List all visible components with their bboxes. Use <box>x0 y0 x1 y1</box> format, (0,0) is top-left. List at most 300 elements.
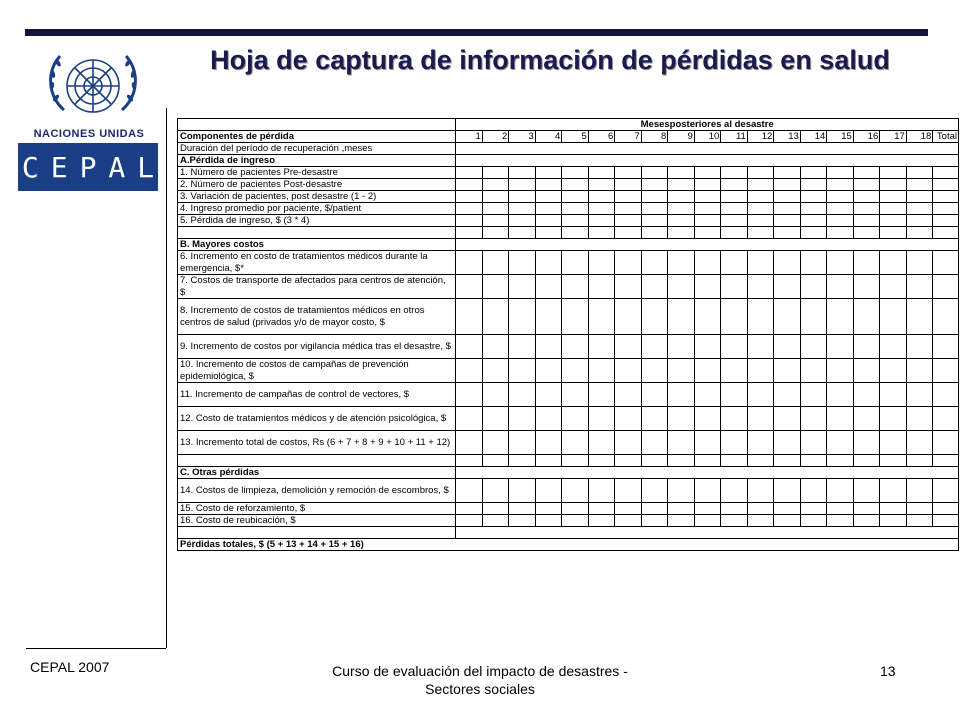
entry-cell <box>774 479 801 503</box>
entry-cell <box>641 191 668 203</box>
entry-cell <box>853 191 880 203</box>
row-label: 13. Incremento total de costos, Rs (6 + 7 + 8 + 9 + 10 + 11 + 12) <box>178 431 456 455</box>
entry-cell <box>615 431 642 455</box>
spacer-row <box>178 527 959 539</box>
entry-cell <box>853 479 880 503</box>
entry-cell <box>668 191 695 203</box>
blank-cell <box>178 527 456 539</box>
month-number: 10 <box>694 131 721 143</box>
entry-cell <box>615 167 642 179</box>
entry-cell <box>482 179 509 191</box>
entry-cell <box>800 515 827 527</box>
entry-cell <box>668 203 695 215</box>
entry-cell <box>588 455 615 467</box>
entry-cell <box>827 479 854 503</box>
entry-cell <box>641 179 668 191</box>
entry-cell <box>774 179 801 191</box>
entry-cell <box>694 407 721 431</box>
entry-cell <box>456 383 483 407</box>
entry-cell <box>906 227 933 239</box>
month-number: 12 <box>747 131 774 143</box>
entry-cell <box>588 407 615 431</box>
entry-cell <box>588 251 615 275</box>
month-number: 16 <box>853 131 880 143</box>
entry-cell <box>694 335 721 359</box>
entry-cell <box>694 431 721 455</box>
entry-cell <box>827 251 854 275</box>
data-row <box>178 299 959 335</box>
entry-cell <box>800 191 827 203</box>
entry-cell <box>721 515 748 527</box>
entry-cell <box>827 215 854 227</box>
cepal-acronym: CEPAL <box>21 150 167 184</box>
entry-cell <box>906 179 933 191</box>
month-number: 11 <box>721 131 748 143</box>
totals-label: Pérdidas totales, $ (5 + 13 + 14 + 15 + 16) <box>178 539 959 551</box>
entry-cell <box>562 455 589 467</box>
blank-cell <box>456 467 959 479</box>
entry-cell <box>880 359 907 383</box>
entry-cell <box>482 383 509 407</box>
entry-cell <box>933 479 959 503</box>
entry-cell <box>482 167 509 179</box>
entry-cell <box>800 215 827 227</box>
row-label: 9. Incremento de costos por vigilancia médica tras el desastre, $ <box>178 335 456 359</box>
entry-cell <box>747 335 774 359</box>
entry-cell <box>615 299 642 335</box>
section-c-label: C. Otras pérdidas <box>178 467 456 479</box>
entry-cell <box>668 407 695 431</box>
entry-cell <box>562 191 589 203</box>
entry-cell <box>509 515 536 527</box>
bottom-divider <box>26 648 166 649</box>
entry-cell <box>641 275 668 299</box>
entry-cell <box>774 167 801 179</box>
entry-cell <box>482 299 509 335</box>
entry-cell <box>482 479 509 503</box>
entry-cell <box>641 383 668 407</box>
data-row <box>178 503 959 515</box>
entry-cell <box>906 191 933 203</box>
entry-cell <box>588 383 615 407</box>
entry-cell <box>641 251 668 275</box>
entry-cell <box>721 299 748 335</box>
entry-cell <box>800 359 827 383</box>
entry-cell <box>482 227 509 239</box>
data-row <box>178 407 959 431</box>
entry-cell <box>880 215 907 227</box>
entry-cell <box>853 359 880 383</box>
entry-cell <box>615 179 642 191</box>
month-number: 7 <box>615 131 642 143</box>
entry-cell <box>853 203 880 215</box>
entry-cell <box>509 179 536 191</box>
entry-cell <box>827 167 854 179</box>
blank-cell <box>456 527 959 539</box>
entry-cell <box>641 335 668 359</box>
entry-cell <box>535 431 562 455</box>
components-header: Componentes de pérdida <box>178 131 456 143</box>
entry-cell <box>615 503 642 515</box>
entry-cell <box>853 407 880 431</box>
entry-cell <box>906 479 933 503</box>
entry-cell <box>853 335 880 359</box>
entry-cell <box>906 455 933 467</box>
row-label: 14. Costos de limpieza, demolición y remoción de escombros, $ <box>178 479 456 503</box>
entry-cell <box>456 335 483 359</box>
entry-cell <box>933 251 959 275</box>
entry-cell <box>906 407 933 431</box>
entry-cell <box>456 407 483 431</box>
entry-cell <box>853 251 880 275</box>
blank-cell <box>178 455 456 467</box>
entry-cell <box>933 335 959 359</box>
entry-cell <box>800 503 827 515</box>
entry-cell <box>906 383 933 407</box>
row-label: 3. Variación de pacientes, post desastre (1 - 2) <box>178 191 456 203</box>
entry-cell <box>615 515 642 527</box>
entry-cell <box>482 215 509 227</box>
row-label: 1. Número de pacientes Pre-desastre <box>178 167 456 179</box>
entry-cell <box>827 191 854 203</box>
month-number: 6 <box>588 131 615 143</box>
entry-cell <box>588 179 615 191</box>
entry-cell <box>827 431 854 455</box>
entry-cell <box>747 251 774 275</box>
entry-cell <box>774 359 801 383</box>
entry-cell <box>774 431 801 455</box>
entry-cell <box>562 335 589 359</box>
entry-cell <box>694 275 721 299</box>
entry-cell <box>509 407 536 431</box>
entry-cell <box>509 215 536 227</box>
entry-cell <box>880 479 907 503</box>
entry-cell <box>641 431 668 455</box>
entry-cell <box>747 215 774 227</box>
entry-cell <box>747 515 774 527</box>
entry-cell <box>615 455 642 467</box>
row-label: 7. Costos de transporte de afectados para centros de atención, $ <box>178 275 456 299</box>
entry-cell <box>800 299 827 335</box>
entry-cell <box>509 359 536 383</box>
entry-cell <box>800 383 827 407</box>
entry-cell <box>774 335 801 359</box>
blank-cell <box>456 155 959 167</box>
data-row <box>178 215 959 227</box>
entry-cell <box>933 227 959 239</box>
entry-cell <box>933 215 959 227</box>
entry-cell <box>933 179 959 191</box>
entry-cell <box>509 275 536 299</box>
row-label: 10. Incremento de costos de campañas de prevención epidemiológica, $ <box>178 359 456 383</box>
entry-cell <box>535 455 562 467</box>
entry-cell <box>906 299 933 335</box>
entry-cell <box>668 359 695 383</box>
month-number: 17 <box>880 131 907 143</box>
entry-cell <box>880 383 907 407</box>
entry-cell <box>827 359 854 383</box>
entry-cell <box>588 359 615 383</box>
entry-cell <box>906 359 933 383</box>
entry-cell <box>668 215 695 227</box>
entry-cell <box>880 227 907 239</box>
entry-cell <box>721 407 748 431</box>
entry-cell <box>668 299 695 335</box>
entry-cell <box>747 431 774 455</box>
entry-cell <box>641 515 668 527</box>
entry-cell <box>827 275 854 299</box>
entry-cell <box>535 359 562 383</box>
entry-cell <box>800 203 827 215</box>
entry-cell <box>853 215 880 227</box>
entry-cell <box>747 359 774 383</box>
entry-cell <box>906 251 933 275</box>
data-row <box>178 191 959 203</box>
entry-cell <box>615 251 642 275</box>
entry-cell <box>747 275 774 299</box>
entry-cell <box>456 299 483 335</box>
entry-cell <box>535 167 562 179</box>
entry-cell <box>800 275 827 299</box>
entry-cell <box>880 275 907 299</box>
entry-cell <box>800 167 827 179</box>
entry-cell <box>456 191 483 203</box>
entry-cell <box>509 479 536 503</box>
entry-cell <box>535 479 562 503</box>
entry-cell <box>535 179 562 191</box>
entry-cell <box>615 383 642 407</box>
entry-cell <box>456 455 483 467</box>
entry-cell <box>562 479 589 503</box>
entry-cell <box>774 515 801 527</box>
entry-cell <box>853 455 880 467</box>
entry-cell <box>774 215 801 227</box>
entry-cell <box>933 191 959 203</box>
entry-cell <box>721 215 748 227</box>
entry-cell <box>853 299 880 335</box>
entry-cell <box>456 515 483 527</box>
entry-cell <box>906 167 933 179</box>
entry-cell <box>456 275 483 299</box>
entry-cell <box>535 515 562 527</box>
entry-cell <box>588 203 615 215</box>
entry-cell <box>933 503 959 515</box>
entry-cell <box>641 503 668 515</box>
entry-cell <box>853 431 880 455</box>
entry-cell <box>906 335 933 359</box>
entry-cell <box>641 215 668 227</box>
month-number: 18 <box>906 131 933 143</box>
entry-cell <box>906 503 933 515</box>
entry-cell <box>694 479 721 503</box>
month-number: 3 <box>509 131 536 143</box>
row-label: 8. Incremento de costos de tratamientos médicos en otros centros de salud (privados y/o de mayor costo, $ <box>178 299 456 335</box>
entry-cell <box>456 179 483 191</box>
entry-cell <box>641 203 668 215</box>
section-header-row <box>178 239 959 251</box>
entry-cell <box>880 179 907 191</box>
data-row <box>178 179 959 191</box>
entry-cell <box>774 275 801 299</box>
entry-cell <box>800 431 827 455</box>
entry-cell <box>482 251 509 275</box>
entry-cell <box>853 515 880 527</box>
entry-cell <box>562 431 589 455</box>
entry-cell <box>668 431 695 455</box>
entry-cell <box>562 383 589 407</box>
spacer-row <box>178 455 959 467</box>
data-row <box>178 251 959 275</box>
entry-cell <box>509 191 536 203</box>
data-row <box>178 275 959 299</box>
months-header: Mesesposteriores al desastre <box>456 119 959 131</box>
entry-cell <box>482 359 509 383</box>
entry-cell <box>509 167 536 179</box>
entry-cell <box>509 431 536 455</box>
entry-cell <box>694 203 721 215</box>
entry-cell <box>747 503 774 515</box>
entry-cell <box>774 503 801 515</box>
entry-cell <box>721 251 748 275</box>
loss-capture-table <box>177 118 959 551</box>
entry-cell <box>933 167 959 179</box>
month-number: 1 <box>456 131 483 143</box>
top-rule <box>25 29 928 36</box>
blank-cell <box>456 143 959 155</box>
data-row <box>178 203 959 215</box>
entry-cell <box>509 335 536 359</box>
duration-label: Duración del período de recuperación ,meses <box>178 143 456 155</box>
entry-cell <box>509 455 536 467</box>
entry-cell <box>880 299 907 335</box>
entry-cell <box>853 227 880 239</box>
footer-organization: CEPAL 2007 <box>30 659 110 675</box>
entry-cell <box>694 179 721 191</box>
entry-cell <box>668 503 695 515</box>
section-header-row <box>178 467 959 479</box>
entry-cell <box>668 167 695 179</box>
entry-cell <box>774 407 801 431</box>
entry-cell <box>535 335 562 359</box>
entry-cell <box>906 203 933 215</box>
entry-cell <box>774 191 801 203</box>
entry-cell <box>535 503 562 515</box>
logo-text: NACIONES UNIDAS <box>33 128 145 140</box>
entry-cell <box>880 455 907 467</box>
entry-cell <box>482 407 509 431</box>
row-label: 4. Ingreso promedio por paciente, $/patient <box>178 203 456 215</box>
entry-cell <box>933 299 959 335</box>
data-row <box>178 383 959 407</box>
entry-cell <box>641 479 668 503</box>
month-number: 9 <box>668 131 695 143</box>
entry-cell <box>694 515 721 527</box>
page-title: Hoja de captura de información de pérdidas en salud <box>210 45 890 75</box>
entry-cell <box>880 251 907 275</box>
entry-cell <box>747 179 774 191</box>
entry-cell <box>774 383 801 407</box>
entry-cell <box>615 479 642 503</box>
entry-cell <box>800 179 827 191</box>
entry-cell <box>774 455 801 467</box>
data-row <box>178 167 959 179</box>
entry-cell <box>535 299 562 335</box>
row-label: 5. Pérdida de ingreso, $ (3 * 4) <box>178 215 456 227</box>
data-row <box>178 515 959 527</box>
entry-cell <box>721 383 748 407</box>
entry-cell <box>615 335 642 359</box>
entry-cell <box>562 503 589 515</box>
entry-cell <box>588 431 615 455</box>
entry-cell <box>694 383 721 407</box>
entry-cell <box>482 335 509 359</box>
section-header-row <box>178 155 959 167</box>
entry-cell <box>562 407 589 431</box>
entry-cell <box>456 251 483 275</box>
entry-cell <box>933 431 959 455</box>
entry-cell <box>562 203 589 215</box>
entry-cell <box>800 227 827 239</box>
entry-cell <box>668 179 695 191</box>
entry-cell <box>615 227 642 239</box>
entry-cell <box>588 167 615 179</box>
entry-cell <box>853 167 880 179</box>
entry-cell <box>880 167 907 179</box>
entry-cell <box>774 203 801 215</box>
row-label: 6. Incremento en costo de tratamientos médicos durante la emergencia, $* <box>178 251 456 275</box>
entry-cell <box>588 215 615 227</box>
duration-row <box>178 143 959 155</box>
entry-cell <box>482 431 509 455</box>
months-header-row <box>178 119 959 131</box>
entry-cell <box>747 455 774 467</box>
entry-cell <box>853 503 880 515</box>
entry-cell <box>906 215 933 227</box>
entry-cell <box>535 203 562 215</box>
components-header-row <box>178 131 959 143</box>
entry-cell <box>721 503 748 515</box>
entry-cell <box>906 431 933 455</box>
entry-cell <box>880 191 907 203</box>
entry-cell <box>800 335 827 359</box>
month-number: 2 <box>482 131 509 143</box>
entry-cell <box>456 431 483 455</box>
entry-cell <box>774 227 801 239</box>
blank-cell <box>456 239 959 251</box>
entry-cell <box>721 479 748 503</box>
entry-cell <box>482 515 509 527</box>
entry-cell <box>588 299 615 335</box>
entry-cell <box>880 335 907 359</box>
data-row <box>178 431 959 455</box>
entry-cell <box>668 275 695 299</box>
entry-cell <box>933 515 959 527</box>
entry-cell <box>827 383 854 407</box>
entry-cell <box>456 167 483 179</box>
entry-cell <box>747 383 774 407</box>
row-label: 12. Costo de tratamientos médicos y de atención psicológica, $ <box>178 407 456 431</box>
entry-cell <box>906 515 933 527</box>
entry-cell <box>668 479 695 503</box>
entry-cell <box>827 179 854 191</box>
entry-cell <box>933 359 959 383</box>
entry-cell <box>535 275 562 299</box>
entry-cell <box>721 167 748 179</box>
entry-cell <box>694 191 721 203</box>
entry-cell <box>562 359 589 383</box>
entry-cell <box>509 383 536 407</box>
entry-cell <box>562 179 589 191</box>
